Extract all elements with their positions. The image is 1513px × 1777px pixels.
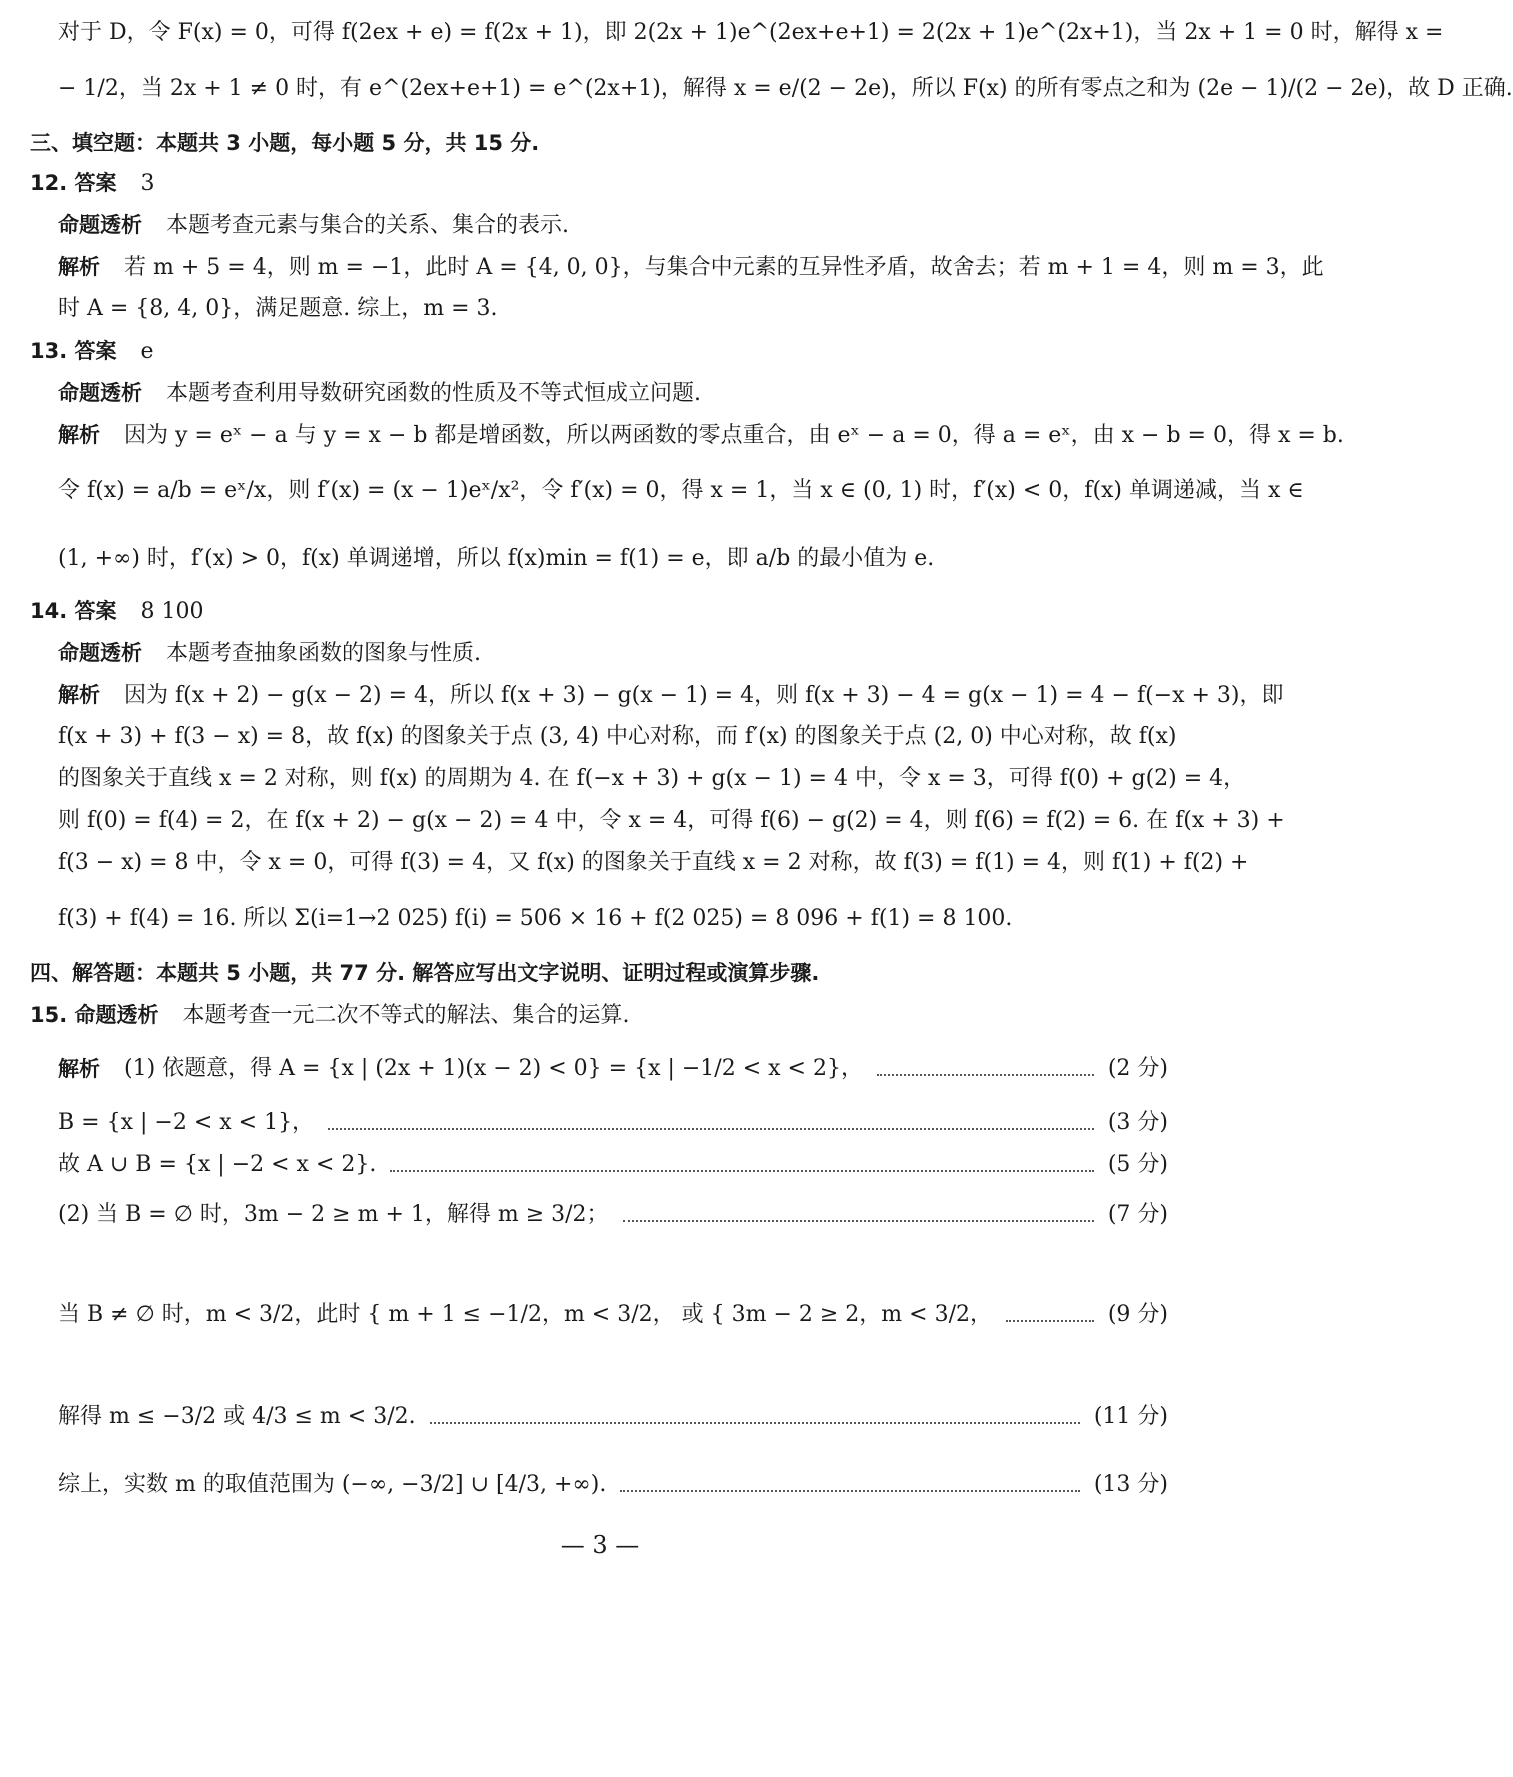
q15-step-1-score: (2 分) bbox=[1107, 1056, 1168, 1081]
q15-step-3-text: 故 A ∪ B = {x | −2 < x < 2}. bbox=[58, 1152, 377, 1177]
q14-answer-line bbox=[30, 596, 204, 627]
dot-leader bbox=[1006, 1320, 1094, 1322]
q14-intent-label: 命题透析 bbox=[58, 641, 142, 665]
q15-step-3-score: (5 分) bbox=[1107, 1152, 1168, 1177]
q14-analysis-line-6: f(3) + f(4) = 16. 所以 Σ(i=1→2 025) f(i) = 506 × 16 + f(2 025) = 8 096 + f(1) = 8 100. bbox=[58, 906, 1013, 931]
page-number: — 3 — bbox=[560, 1531, 640, 1559]
dot-leader bbox=[390, 1170, 1093, 1172]
q12-analysis-text-1: 若 m + 5 = 4，则 m = −1，此时 A = {4, 0, 0}，与集合中元素的互异性矛盾，故舍去；若 m + 1 = 4，则 m = 3，此 bbox=[124, 255, 1324, 280]
q14-analysis-line-4: 则 f(0) = f(4) = 2，在 f(x + 2) − g(x − 2) = 4 中，令 x = 4，可得 f(6) − g(2) = 4，则 f(6) = f(2) = 6. 在 f(x + 3) + bbox=[58, 808, 1285, 833]
dot-leader bbox=[328, 1128, 1094, 1130]
q15-step-7-text: 综上，实数 m 的取值范围为 (−∞, −3/2] ∪ [4/3, +∞). bbox=[58, 1472, 607, 1497]
q15-step-6 bbox=[58, 1402, 1168, 1432]
q12-answer-value: 3 bbox=[140, 171, 155, 196]
q12-intent-label: 命题透析 bbox=[58, 213, 142, 237]
q12-analysis-label: 解析 bbox=[58, 255, 100, 279]
q15-step-7 bbox=[58, 1470, 1168, 1500]
q15-intent-line bbox=[30, 1000, 630, 1031]
q12-analysis-line-2: 时 A = {8, 4, 0}，满足题意. 综上，m = 3. bbox=[58, 296, 498, 321]
q14-answer-label: 14. 答案 bbox=[30, 599, 117, 623]
q13-answer-line bbox=[30, 336, 154, 367]
section-heading-solutions: 四、解答题：本题共 5 小题，共 77 分. 解答应写出文字说明、证明过程或演算步骤. bbox=[30, 961, 820, 985]
q15-step-2-text: B = {x | −2 < x < 1}， bbox=[58, 1110, 315, 1135]
dot-leader bbox=[430, 1422, 1080, 1424]
q15-step-4-score: (7 分) bbox=[1107, 1202, 1168, 1227]
q13-analysis-label: 解析 bbox=[58, 423, 100, 447]
q12-answer-label: 12. 答案 bbox=[30, 171, 117, 195]
q14-analysis-line-5: f(3 − x) = 8 中，令 x = 0，可得 f(3) = 4，又 f(x) 的图象关于直线 x = 2 对称，故 f(3) = f(1) = 4，则 f(1) + f(2) + bbox=[58, 850, 1249, 875]
q13-answer-value: e bbox=[140, 339, 154, 364]
q14-analysis-label: 解析 bbox=[58, 683, 100, 707]
q14-analysis-line-3: 的图象关于直线 x = 2 对称，则 f(x) 的周期为 4. 在 f(−x + 3) + g(x − 1) = 4 中，令 x = 3，可得 f(0) + g(2) = 4， bbox=[58, 766, 1246, 791]
q15-step-5 bbox=[58, 1300, 1168, 1330]
dot-leader bbox=[877, 1074, 1094, 1076]
q15-step-2-score: (3 分) bbox=[1107, 1110, 1168, 1135]
q13-analysis-line-3: (1, +∞) 时，f′(x) > 0，f(x) 单调递增，所以 f(x)min = f(1) = e，即 a/b 的最小值为 e. bbox=[58, 546, 935, 571]
q15-intent-label: 15. 命题透析 bbox=[30, 1003, 159, 1027]
q14-intent-text: 本题考查抽象函数的图象与性质. bbox=[166, 641, 481, 666]
q15-step-1 bbox=[58, 1054, 1168, 1084]
q15-step-4-text: (2) 当 B = ∅ 时，3m − 2 ≥ m + 1，解得 m ≥ 3/2； bbox=[58, 1202, 609, 1227]
q15-intent-text: 本题考查一元二次不等式的解法、集合的运算. bbox=[182, 1003, 630, 1028]
q13-analysis-line-1 bbox=[58, 420, 1344, 451]
q15-step-5-text: 当 B ≠ ∅ 时，m < 3/2，此时 { m + 1 ≤ −1/2，m < 3/2， 或 { 3m − 2 ≥ 2，m < 3/2， bbox=[58, 1302, 992, 1327]
q13-intent-line bbox=[58, 378, 701, 409]
q15-step-1-text: (1) 依题意，得 A = {x | (2x + 1)(x − 2) < 0} = {x | −1/2 < x < 2}， bbox=[124, 1056, 863, 1081]
dot-leader bbox=[620, 1490, 1080, 1492]
q14-intent-line bbox=[58, 638, 481, 669]
q14-answer-value: 8 100 bbox=[140, 599, 204, 624]
text-line-d-1: 对于 D，令 F(x) = 0，可得 f(2ex + e) = f(2x + 1)，即 2(2x + 1)e^(2ex+e+1) = 2(2x + 1)e^(2x+1)，当 2x + 1 = 0 时，解得 x = bbox=[58, 20, 1444, 45]
q15-analysis-label: 解析 bbox=[58, 1057, 100, 1081]
q15-step-3 bbox=[58, 1150, 1168, 1180]
q15-step-2 bbox=[58, 1108, 1168, 1138]
q15-step-6-score: (11 分) bbox=[1093, 1404, 1168, 1429]
q14-analysis-line-1 bbox=[58, 680, 1284, 711]
section-heading-fill-blank: 三、填空题：本题共 3 小题，每小题 5 分，共 15 分. bbox=[30, 131, 540, 155]
q12-intent-text: 本题考查元素与集合的关系、集合的表示. bbox=[166, 213, 569, 238]
q13-intent-label: 命题透析 bbox=[58, 381, 142, 405]
q13-analysis-line-2: 令 f(x) = a/b = eˣ/x，则 f′(x) = (x − 1)eˣ/x²，令 f′(x) = 0，得 x = 1，当 x ∈ (0, 1) 时，f′(x) < 0，f(x) 单调递减，当 x ∈ bbox=[58, 478, 1304, 503]
q12-answer-line bbox=[30, 168, 155, 199]
text-line-d-2: − 1/2，当 2x + 1 ≠ 0 时，有 e^(2ex+e+1) = e^(2x+1)，解得 x = e/(2 − 2e)，所以 F(x) 的所有零点之和为 (2e − 1)/(2 − 2e)，故 D 正确. bbox=[58, 76, 1513, 101]
q13-intent-text: 本题考查利用导数研究函数的性质及不等式恒成立问题. bbox=[166, 381, 701, 406]
dot-leader bbox=[623, 1220, 1094, 1222]
q15-step-7-score: (13 分) bbox=[1093, 1472, 1168, 1497]
q15-step-5-score: (9 分) bbox=[1107, 1302, 1168, 1327]
q14-analysis-line-2: f(x + 3) + f(3 − x) = 8，故 f(x) 的图象关于点 (3, 4) 中心对称，而 f′(x) 的图象关于点 (2, 0) 中心对称，故 f(x) bbox=[58, 724, 1177, 749]
q13-answer-label: 13. 答案 bbox=[30, 339, 117, 363]
q12-analysis-line-1 bbox=[58, 252, 1324, 283]
q14-analysis-text-1: 因为 f(x + 2) − g(x − 2) = 4，所以 f(x + 3) − g(x − 1) = 4，则 f(x + 3) − 4 = g(x − 1) = 4 − f(−x + 3)，即 bbox=[124, 683, 1284, 708]
q12-intent-line bbox=[58, 210, 569, 241]
q15-step-4 bbox=[58, 1200, 1168, 1230]
q13-analysis-text-1: 因为 y = eˣ − a 与 y = x − b 都是增函数，所以两函数的零点重合，由 eˣ − a = 0，得 a = eˣ，由 x − b = 0，得 x = b. bbox=[124, 423, 1344, 448]
q15-step-6-text: 解得 m ≤ −3/2 或 4/3 ≤ m < 3/2. bbox=[58, 1404, 416, 1429]
